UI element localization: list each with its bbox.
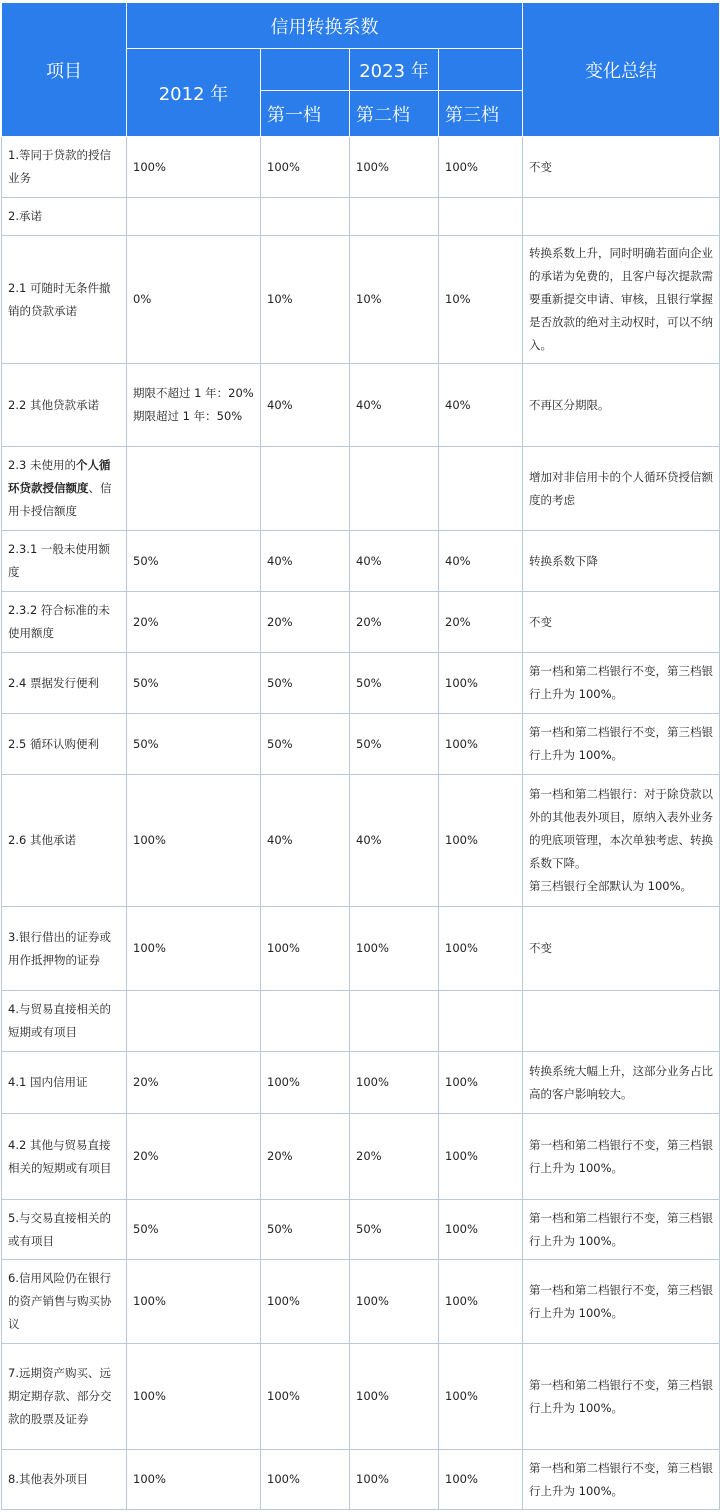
cell-tier2: 100%	[350, 1052, 439, 1114]
table-row	[2, 653, 720, 714]
cell-tier3: 100%	[439, 1344, 523, 1450]
cell-tier1: 100%	[261, 1344, 350, 1450]
cell-summary: 转换系数下降	[523, 531, 720, 592]
row-item: 2.5 循环认购便利	[2, 714, 127, 775]
cell-tier2: 100%	[350, 907, 439, 991]
header-2023-spacer-right	[439, 49, 523, 91]
cell-tier1: 100%	[261, 1450, 350, 1510]
cell-summary: 转换系统大幅上升，这部分业务占比高的客户影响较大。	[523, 1052, 720, 1114]
header-2023-spacer-left	[261, 49, 350, 91]
cell-tier3: 100%	[439, 1114, 523, 1200]
cell-tier2: 100%	[350, 1344, 439, 1450]
header-ccf: 信用转换系数	[127, 3, 523, 49]
cell-tier1: 50%	[261, 714, 350, 775]
cell-tier1: 50%	[261, 1200, 350, 1260]
cell-summary	[523, 991, 720, 1052]
cell-2012: 100%	[127, 1344, 261, 1450]
table-row	[2, 1114, 720, 1200]
table-row	[2, 1052, 720, 1114]
cell-summary: 第一档和第二档银行不变，第三档银行上升为 100%。	[523, 1200, 720, 1260]
cell-tier3: 100%	[439, 775, 523, 907]
cell-summary	[523, 198, 720, 236]
header-2023: 2023 年	[350, 49, 439, 91]
row-item: 2.3.1 一般未使用额度	[2, 531, 127, 592]
table-row	[2, 531, 720, 592]
cell-tier3: 10%	[439, 236, 523, 364]
cell-summary	[523, 775, 720, 907]
cell-tier1: 40%	[261, 775, 350, 907]
cell-tier2: 10%	[350, 236, 439, 364]
cell-tier1: 10%	[261, 236, 350, 364]
cell-tier3: 100%	[439, 1260, 523, 1344]
cell-tier2: 100%	[350, 137, 439, 198]
cell-tier2	[350, 447, 439, 531]
cell-tier3: 40%	[439, 531, 523, 592]
table-row	[2, 236, 720, 364]
cell-tier2: 20%	[350, 592, 439, 653]
row-item: 4.与贸易直接相关的短期或有项目	[2, 991, 127, 1052]
cell-2012: 50%	[127, 1200, 261, 1260]
row-item: 4.2 其他与贸易直接相关的短期或有项目	[2, 1114, 127, 1200]
cell-tier1: 100%	[261, 1052, 350, 1114]
table-row	[2, 1200, 720, 1260]
cell-2012-line1: 期限不超过 1 年：20%	[133, 386, 254, 400]
table-row	[2, 198, 720, 236]
header-tier2: 第二档	[350, 91, 439, 137]
row-item: 2.承诺	[2, 198, 127, 236]
cell-2012-line2: 期限超过 1 年：50%	[133, 409, 243, 423]
cell-2012: 50%	[127, 714, 261, 775]
header-summary: 变化总结	[523, 3, 720, 137]
row-item-pre: 2.3 未使用的	[8, 458, 76, 472]
cell-2012	[127, 198, 261, 236]
cell-tier3: 100%	[439, 714, 523, 775]
cell-2012: 100%	[127, 137, 261, 198]
cell-2012: 50%	[127, 531, 261, 592]
cell-summary: 不再区分期限。	[523, 364, 720, 447]
cell-tier3: 100%	[439, 1200, 523, 1260]
cell-summary: 第一档和第二档银行不变，第三档银行上升为 100%。	[523, 653, 720, 714]
table-row	[2, 592, 720, 653]
cell-tier3: 100%	[439, 1450, 523, 1510]
row-item: 7.远期资产购买、远期定期存款、部分交款的股票及证券	[2, 1344, 127, 1450]
cell-summary: 不变	[523, 592, 720, 653]
cell-tier1: 100%	[261, 907, 350, 991]
cell-summary-line1: 第一档和第二档银行：对于除贷款以外的其他表外项目，原纳入表外业务的兜底项管理，本次单独考虑、转换系数下降。	[529, 787, 713, 870]
cell-tier1: 40%	[261, 364, 350, 447]
table-row	[2, 137, 720, 198]
cell-tier1	[261, 447, 350, 531]
cell-tier1: 20%	[261, 1114, 350, 1200]
cell-summary: 不变	[523, 137, 720, 198]
cell-tier3: 100%	[439, 907, 523, 991]
row-item: 2.1 可随时无条件撤销的贷款承诺	[2, 236, 127, 364]
cell-tier2: 40%	[350, 531, 439, 592]
cell-2012: 100%	[127, 1450, 261, 1510]
cell-summary: 转换系数上升，同时明确若面向企业的承诺为免费的，且客户每次提款需要重新提交申请、审核，且银行掌握是否放款的绝对主动权时，可以不纳入。	[523, 236, 720, 364]
table-row	[2, 1450, 720, 1510]
cell-tier2	[350, 991, 439, 1052]
cell-tier3: 40%	[439, 364, 523, 447]
cell-2012: 100%	[127, 775, 261, 907]
cell-tier2: 100%	[350, 1450, 439, 1510]
row-item: 3.银行借出的证券或用作抵押物的证券	[2, 907, 127, 991]
cell-summary: 第一档和第二档银行不变，第三档银行上升为 100%。	[523, 1450, 720, 1510]
cell-tier3	[439, 198, 523, 236]
cell-2012: 100%	[127, 1260, 261, 1344]
table-row	[2, 775, 720, 907]
row-item: 2.3.2 符合标准的未使用额度	[2, 592, 127, 653]
cell-summary: 第一档和第二档银行不变，第三档银行上升为 100%。	[523, 1114, 720, 1200]
row-item: 6.信用风险仍在银行的资产销售与购买协议	[2, 1260, 127, 1344]
cell-tier1: 100%	[261, 137, 350, 198]
cell-tier1	[261, 198, 350, 236]
cell-tier1: 100%	[261, 1260, 350, 1344]
row-item: 2.2 其他贷款承诺	[2, 364, 127, 447]
cell-2012	[127, 991, 261, 1052]
cell-tier3	[439, 991, 523, 1052]
cell-tier1: 20%	[261, 592, 350, 653]
table-row	[2, 1260, 720, 1344]
cell-summary: 第一档和第二档银行不变，第三档银行上升为 100%。	[523, 714, 720, 775]
table-row	[2, 714, 720, 775]
cell-summary: 增加对非信用卡的个人循环贷授信额度的考虑	[523, 447, 720, 531]
cell-tier3: 100%	[439, 137, 523, 198]
cell-summary: 第一档和第二档银行不变，第三档银行上升为 100%。	[523, 1260, 720, 1344]
header-2012: 2012 年	[127, 49, 261, 137]
row-item: 1.等同于贷款的授信业务	[2, 137, 127, 198]
cell-2012: 20%	[127, 1052, 261, 1114]
cell-tier1: 40%	[261, 531, 350, 592]
cell-tier2: 50%	[350, 714, 439, 775]
cell-summary: 不变	[523, 907, 720, 991]
cell-tier2: 50%	[350, 653, 439, 714]
table-row	[2, 1344, 720, 1450]
cell-tier2: 40%	[350, 364, 439, 447]
row-item-post: 、信用卡授信额度	[8, 481, 112, 518]
cell-tier3: 20%	[439, 592, 523, 653]
header-tier1: 第一档	[261, 91, 350, 137]
cell-tier3	[439, 447, 523, 531]
row-item: 8.其他表外项目	[2, 1450, 127, 1510]
table-row	[2, 907, 720, 991]
cell-tier2: 40%	[350, 775, 439, 907]
cell-tier1: 50%	[261, 653, 350, 714]
cell-tier2: 20%	[350, 1114, 439, 1200]
cell-2012: 20%	[127, 592, 261, 653]
cell-2012: 50%	[127, 653, 261, 714]
row-item: 4.1 国内信用证	[2, 1052, 127, 1114]
header-tier3: 第三档	[439, 91, 523, 137]
row-item: 2.4 票据发行便利	[2, 653, 127, 714]
table-row	[2, 991, 720, 1052]
cell-tier2: 50%	[350, 1200, 439, 1260]
cell-summary: 第一档和第二档银行不变，第三档银行上升为 100%。	[523, 1344, 720, 1450]
cell-tier2	[350, 198, 439, 236]
cell-2012	[127, 447, 261, 531]
cell-2012	[127, 364, 261, 447]
header-item: 项目	[2, 3, 127, 137]
cell-summary-line2: 第三档银行全部默认为 100%。	[529, 879, 693, 893]
row-item: 2.6 其他承诺	[2, 775, 127, 907]
table-row	[2, 364, 720, 447]
cell-2012: 0%	[127, 236, 261, 364]
row-item: 5.与交易直接相关的或有项目	[2, 1200, 127, 1260]
row-item-bold: 个人循环贷款授信额度	[8, 458, 111, 495]
cell-tier2: 100%	[350, 1260, 439, 1344]
row-item	[2, 447, 127, 531]
cell-tier3: 100%	[439, 653, 523, 714]
cell-tier3: 100%	[439, 1052, 523, 1114]
cell-2012: 20%	[127, 1114, 261, 1200]
cell-tier1	[261, 991, 350, 1052]
table-row	[2, 447, 720, 531]
cell-2012: 100%	[127, 907, 261, 991]
ccf-comparison-table	[1, 2, 720, 1510]
